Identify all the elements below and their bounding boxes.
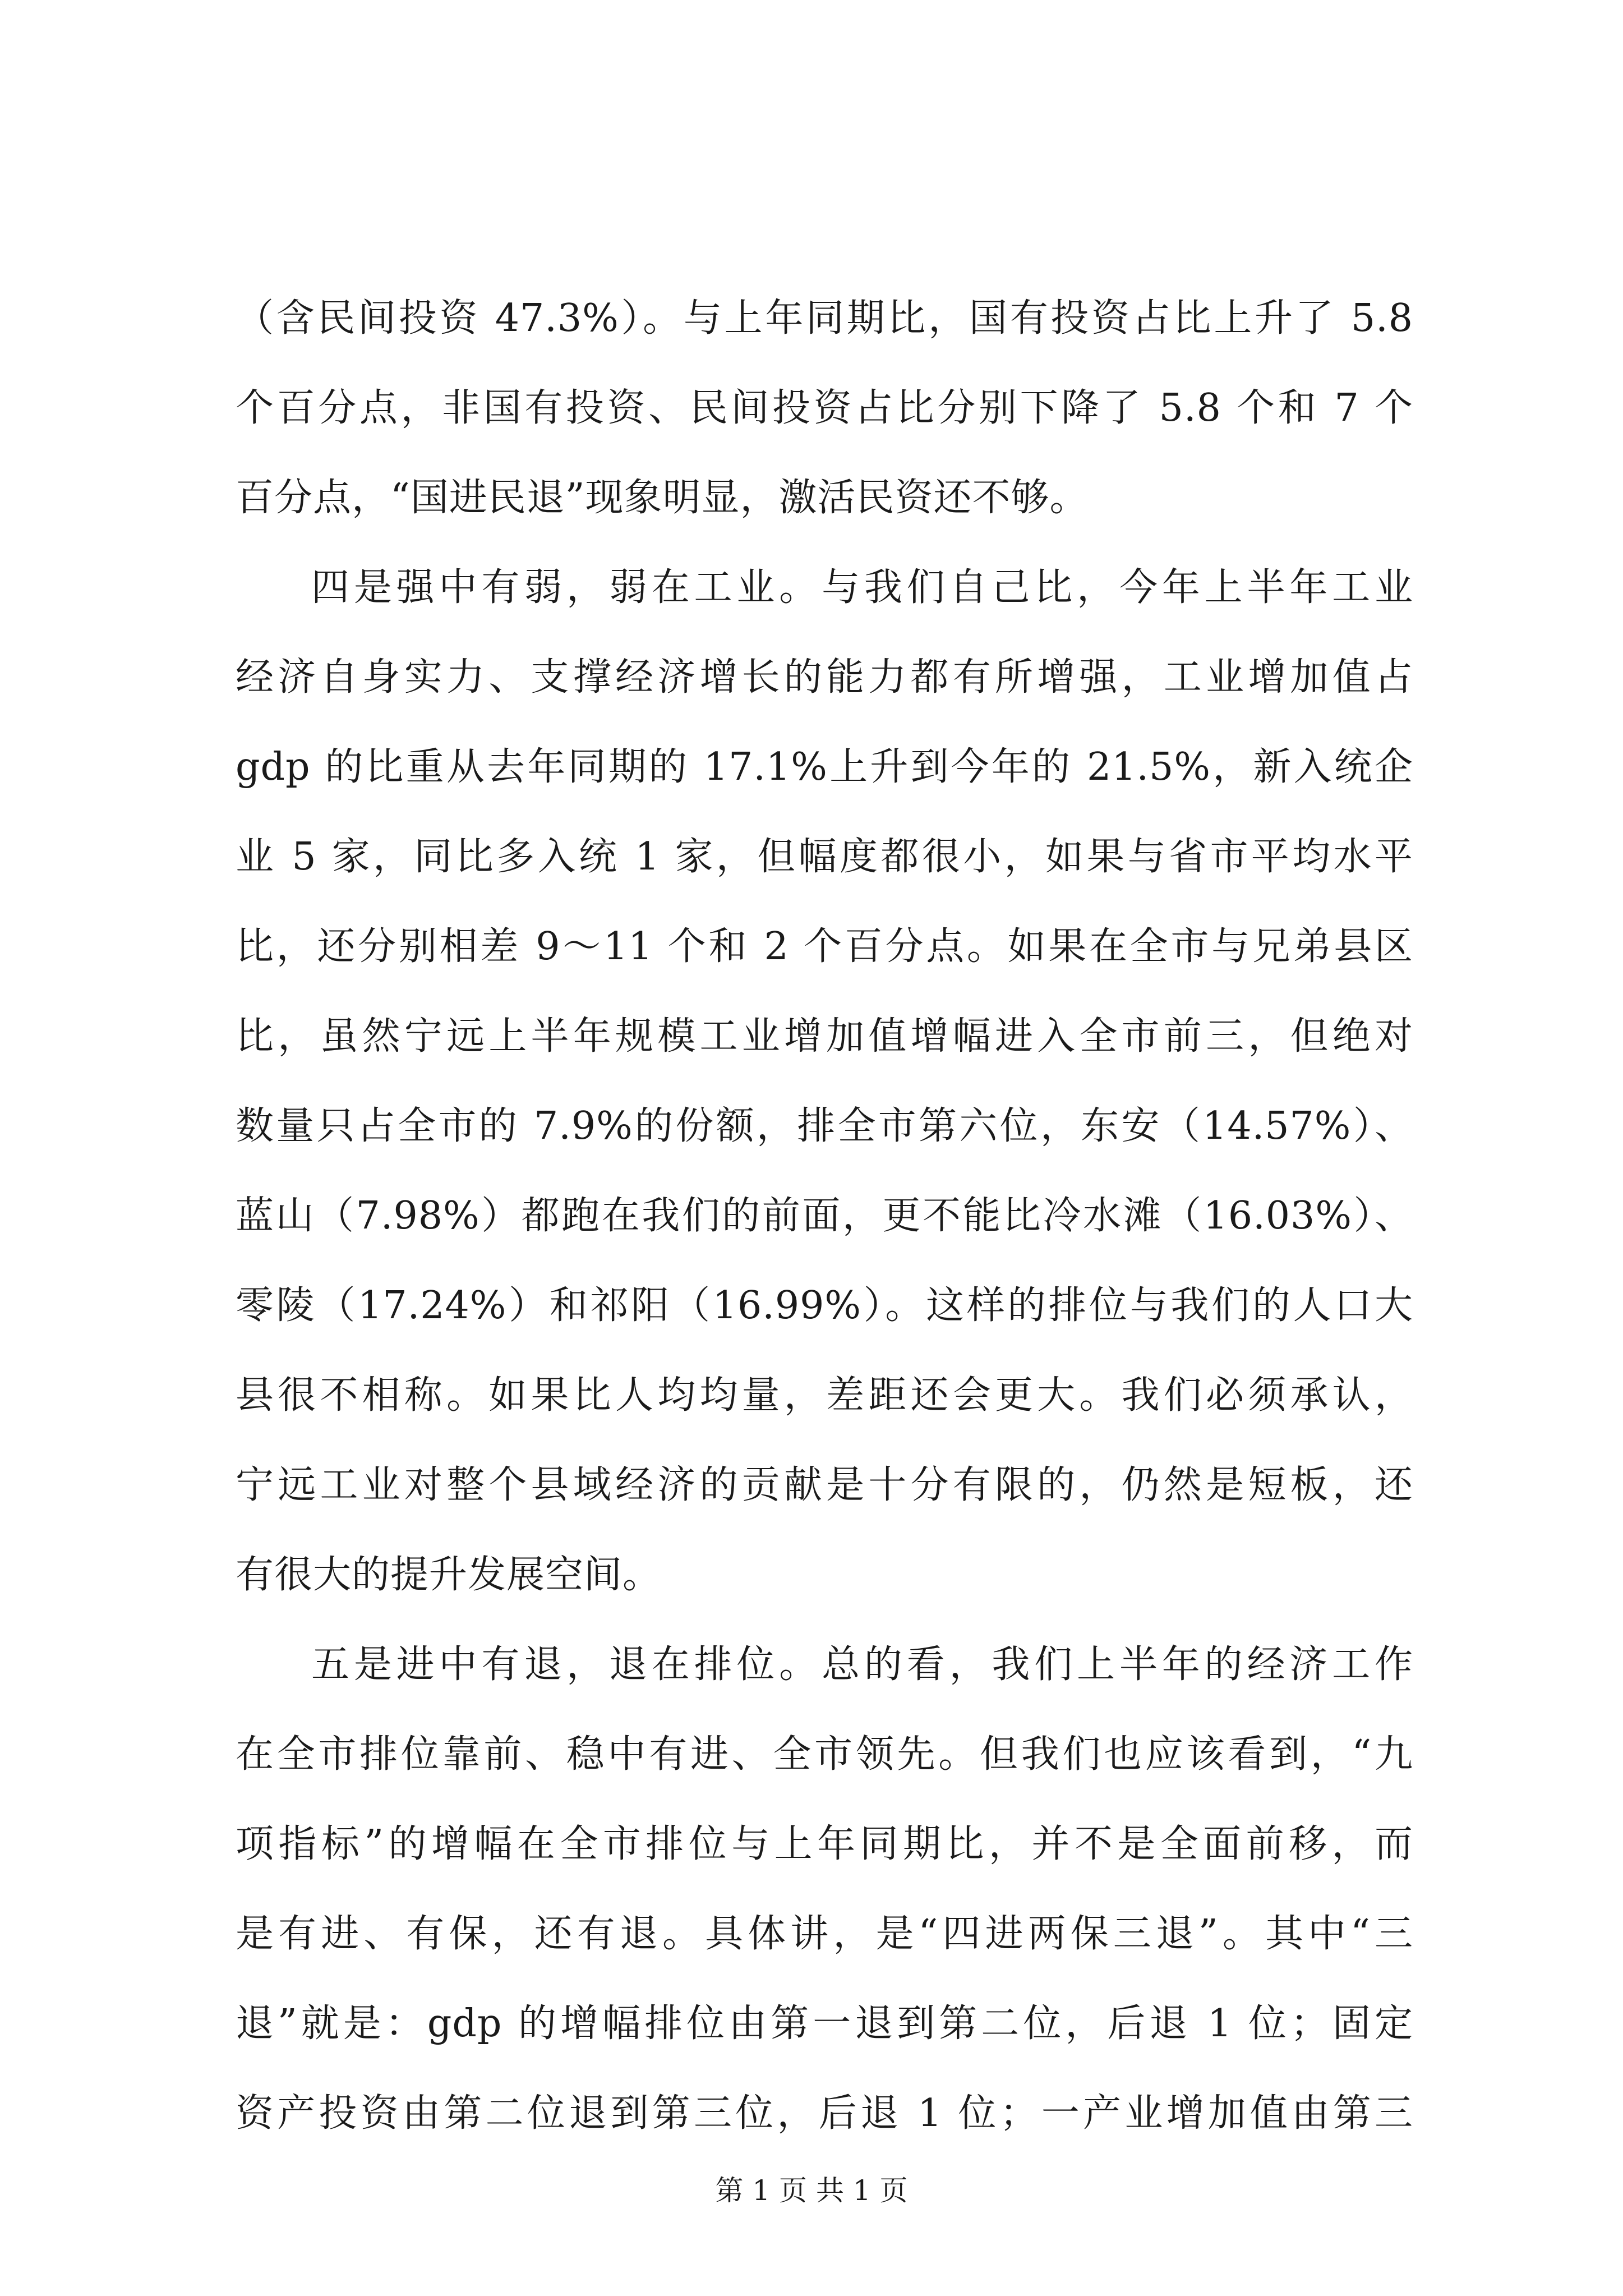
text-line: 个百分点，非国有投资、民间投资占比分别下降了 5.8 个和 7 个 <box>236 386 1413 430</box>
text-line: 资产投资由第二位退到第三位，后退 1 位；一产业增加值由第三 <box>236 2091 1413 2136</box>
text-line: （含民间投资 47.3%）。与上年同期比，国有投资占比上升了 5.8 <box>236 296 1413 341</box>
text-line: 零陵（17.24%）和祁阳（16.99%）。这样的排位与我们的人口大 <box>236 1283 1413 1328</box>
text-line: 业 5 家，同比多入统 1 家，但幅度都很小，如果与省市平均水平 <box>236 835 1413 879</box>
text-line: 数量只占全市的 7.9%的份额，排全市第六位，东安（14.57%）、 <box>236 1104 1413 1148</box>
page-footer: 第 1 页 共 1 页 <box>715 2174 908 2207</box>
text-line: 项指标”的增幅在全市排位与上年同期比，并不是全面前移，而 <box>236 1822 1413 1866</box>
text-line: 在全市排位靠前、稳中有进、全市领先。但我们也应该看到，“九 <box>236 1732 1413 1777</box>
text-line: 是有进、有保，还有退。具体讲，是“四进两保三退”。其中“三 <box>236 1912 1413 1956</box>
text-line: 蓝山（7.98%）都跑在我们的前面，更不能比冷水滩（16.03%）、 <box>236 1194 1413 1238</box>
text-line: 宁远工业对整个县域经济的贡献是十分有限的，仍然是短板，还 <box>236 1463 1413 1507</box>
text-line: gdp 的比重从去年同期的 17.1%上升到今年的 21.5%，新入统企 <box>236 745 1413 789</box>
text-line: 比，还分别相差 9～11 个和 2 个百分点。如果在全市与兄弟县区 <box>236 924 1413 969</box>
text-line: 百分点，“国进民退”现象明显，激活民资还不够。 <box>236 476 1089 520</box>
paragraph-first-line: 五是进中有退，退在排位。总的看，我们上半年的经济工作 <box>311 1642 1413 1687</box>
paragraph-first-line: 四是强中有弱，弱在工业。与我们自己比，今年上半年工业 <box>311 565 1413 610</box>
text-line: 有很大的提升发展空间。 <box>236 1553 662 1597</box>
text-line: 经济自身实力、支撑经济增长的能力都有所增强，工业增加值占 <box>236 655 1413 700</box>
text-line: 县很不相称。如果比人均均量，差距还会更大。我们必须承认， <box>236 1373 1413 1418</box>
text-line: 退”就是：gdp 的增幅排位由第一退到第二位，后退 1 位；固定 <box>236 2001 1413 2046</box>
text-line: 比，虽然宁远上半年规模工业增加值增幅进入全市前三，但绝对 <box>236 1014 1413 1059</box>
